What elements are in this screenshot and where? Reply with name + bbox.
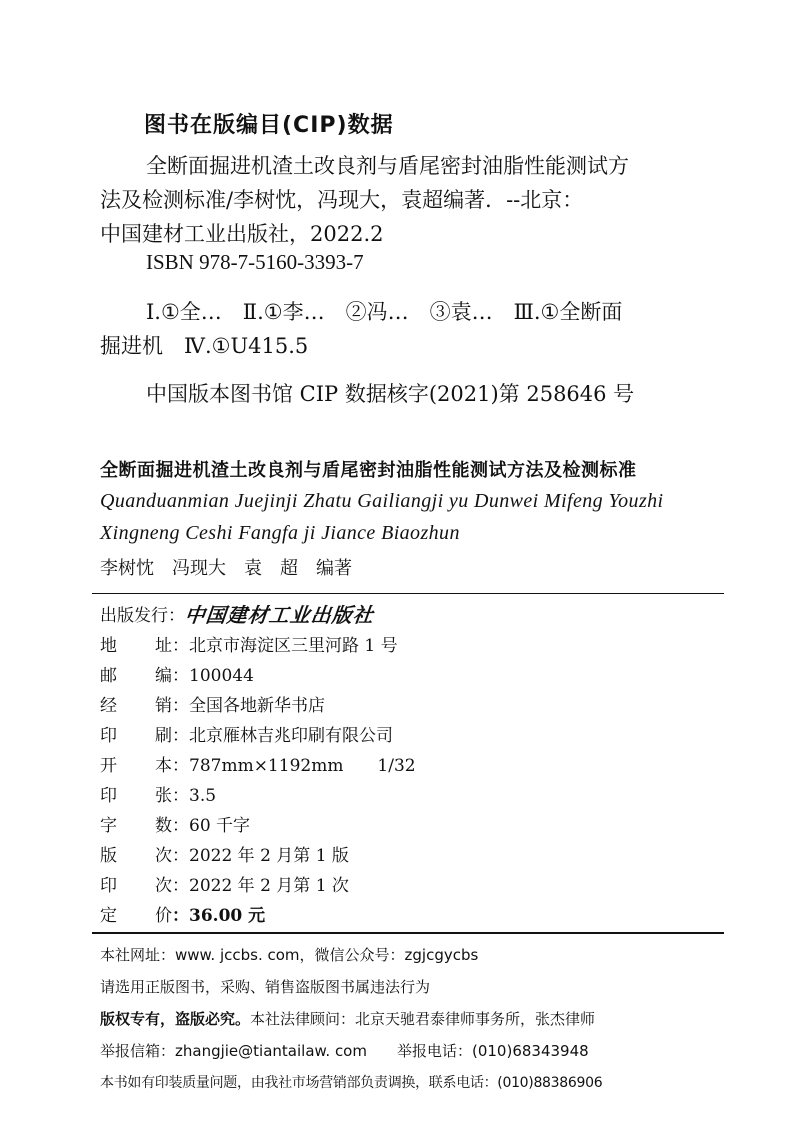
divider — [92, 593, 724, 594]
pub-value: ：787mm×1192mm 1/32 — [172, 755, 416, 776]
pub-label: 字数 — [100, 815, 172, 836]
pub-label: 经销 — [100, 695, 172, 716]
book-title-pinyin: Quanduanmian Juejinji Zhatu Gailiangji yu Dunwei Mifeng Youzhi — [100, 490, 664, 512]
pub-label: 印次 — [100, 875, 172, 896]
pub-row — [100, 808, 250, 838]
publisher-row — [100, 598, 374, 628]
cip-line: 中国建材工业出版社，2022.2 — [100, 222, 384, 246]
pub-row — [100, 748, 416, 778]
cip-classification-line: 掘进机 Ⅳ.①U415.5 — [100, 334, 309, 358]
pub-label: 邮编 — [100, 665, 172, 686]
pub-value: ：北京雁林吉兆印刷有限公司 — [172, 725, 393, 746]
publisher-logo: 中国建材工业出版社 — [183, 602, 376, 627]
pub-label: 印张 — [100, 785, 172, 806]
pub-label: 印刷 — [100, 725, 172, 746]
quality-notice: 本书如有印装质量问题，由我社市场营销部负责调换，联系电话：(010)88386906 — [100, 1075, 603, 1091]
copyright-legal-line — [100, 1008, 595, 1029]
pub-value: ：北京市海淀区三里河路 1 号 — [172, 635, 398, 656]
pub-row — [100, 628, 398, 658]
pub-value: ：3.5 — [172, 785, 217, 806]
report-phone: 举报电话：(010)68343948 — [396, 1042, 589, 1060]
cip-verification-number: 中国版本图书馆 CIP 数据核字(2021)第 258646 号 — [146, 382, 635, 406]
cip-line: 法及检测标准/李树忱，冯现大，袁超编著．--北京： — [100, 188, 584, 212]
pub-row — [100, 838, 349, 868]
book-authors: 李树忱 冯现大 袁 超 编著 — [100, 558, 352, 579]
pub-row — [100, 688, 325, 718]
pub-value: ：2022 年 2 月第 1 次 — [172, 875, 349, 896]
book-title-chinese: 全断面掘进机渣土改良剂与盾尾密封油脂性能测试方法及检测标准 — [100, 460, 637, 481]
report-email: 举报信箱：zhangjie@tiantailaw. com — [100, 1042, 367, 1060]
pub-row — [100, 718, 393, 748]
legal-counsel: 本社法律顾问：北京天驰君泰律师事务所，张杰律师 — [250, 1010, 596, 1028]
divider — [92, 932, 724, 934]
cip-classification-line: Ⅰ.①全… Ⅱ.①李… ②冯… ③袁… Ⅲ.①全断面 — [146, 300, 623, 324]
pub-value: ：100044 — [172, 665, 254, 686]
publisher-website: 本社网址：www. jccbs. com，微信公众号：zgjcgycbs — [100, 946, 479, 964]
pub-row — [100, 868, 349, 898]
pub-row — [100, 658, 254, 688]
cip-isbn: ISBN 978-7-5160-3393-7 — [146, 250, 364, 274]
cip-heading: 图书在版编目(CIP)数据 — [144, 113, 394, 138]
cip-line: 全断面掘进机渣土改良剂与盾尾密封油脂性能测试方 — [146, 154, 629, 178]
copyright-notice: 版权专有，盗版必究。 — [100, 1010, 251, 1028]
book-title-pinyin: Xingneng Ceshi Fangfa ji Jiance Biaozhun — [100, 522, 460, 544]
pub-label: 定价 — [100, 905, 172, 926]
pub-value: ：60 千字 — [172, 815, 251, 836]
pub-value: ：全国各地新华书店 — [172, 695, 325, 716]
pub-row — [100, 778, 216, 808]
report-line — [100, 1040, 589, 1061]
publisher-label: 出版发行： — [100, 605, 185, 626]
piracy-notice: 请选用正版图书，采购、销售盗版图书属违法行为 — [100, 978, 431, 996]
pub-value: ：2022 年 2 月第 1 版 — [172, 845, 349, 866]
price-value: ：36.00 元 — [172, 905, 266, 926]
pub-label: 开本 — [100, 755, 172, 776]
price-row — [100, 898, 265, 928]
pub-label: 版次 — [100, 845, 172, 866]
pub-label: 地址 — [100, 635, 172, 656]
